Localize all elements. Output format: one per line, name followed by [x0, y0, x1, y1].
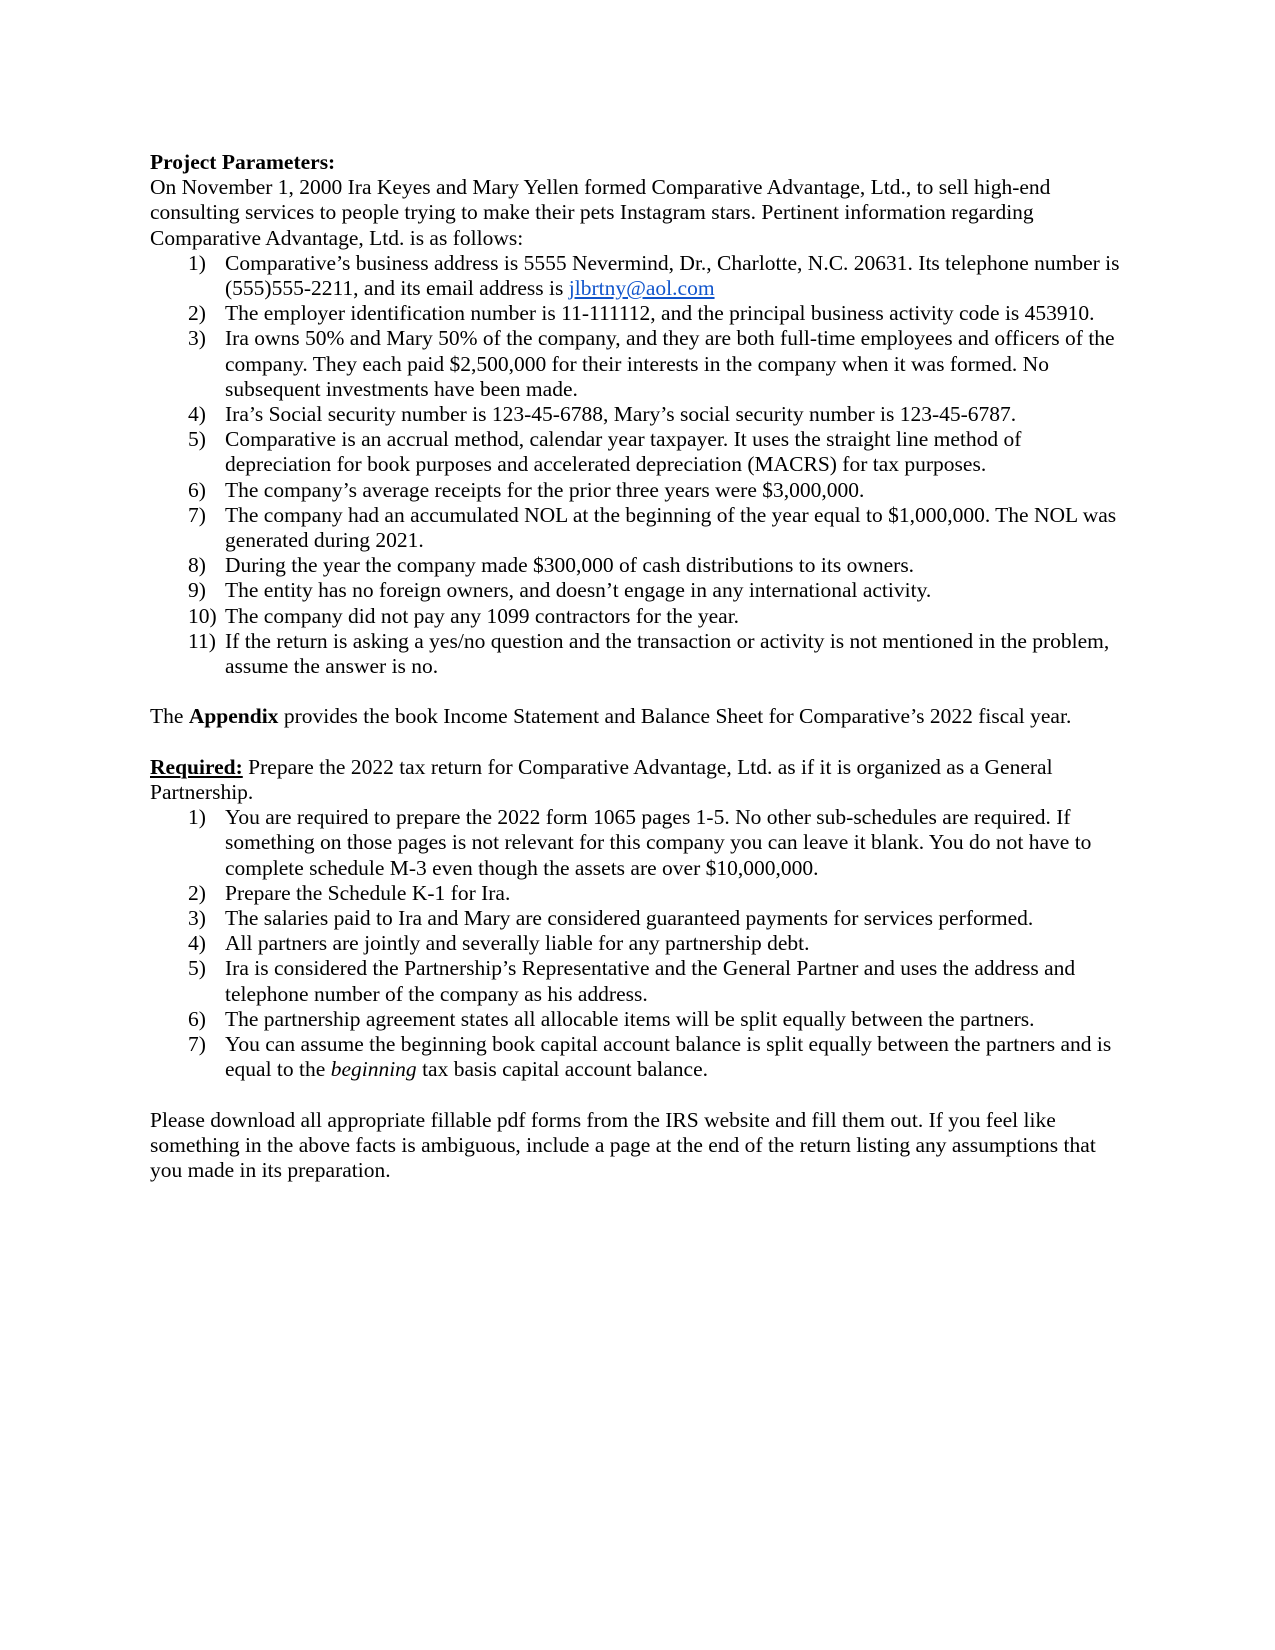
list-item-text: All partners are jointly and severally liable for any partnership debt. [225, 931, 810, 956]
list-item-number: 3) [188, 906, 206, 931]
list-item-text: During the year the company made $300,000 of cash distributions to its owners. [225, 553, 915, 578]
list-item-text: Ira owns 50% and Mary 50% of the company, and they are both full-time employees and officers of the company. They each paid $2,500,000 for their interests in the company when it was formed. No subsequent investments have been made. [225, 326, 1115, 401]
list-item-number: 4) [188, 931, 206, 956]
required-paragraph [150, 755, 1125, 805]
list-item-text: Prepare the Schedule K-1 for Ira. [225, 880, 511, 905]
list-item-number: 11) [188, 628, 216, 653]
spacer [150, 1082, 1125, 1107]
list-item-text: You can assume the beginning book capital account balance is split equally between the partners and is equal to the [225, 1032, 1112, 1082]
list-item-text: The employer identification number is 11-111112, and the principal business activity code is 453910. [225, 301, 1095, 326]
list-item-number: 6) [188, 477, 206, 502]
list-item-number: 1) [188, 250, 206, 275]
list-item [150, 427, 1125, 477]
list-item-number: 4) [188, 402, 206, 427]
list-item-number: 6) [188, 1006, 206, 1031]
list-item-number: 7) [188, 1032, 206, 1057]
list-item-number: 1) [188, 805, 206, 830]
list-item-text: Comparative is an accrual method, calendar year taxpayer. It uses the straight line method of depreciation for book purposes and accelerated depreciation (MACRS) for tax purposes. [225, 427, 1022, 477]
list-item-text: The entity has no foreign owners, and doesn’t engage in any international activity. [225, 578, 932, 603]
list-item-number: 7) [188, 502, 206, 527]
list-item-text: The company did not pay any 1099 contractors for the year. [225, 603, 740, 628]
appendix-text-before: The [150, 704, 189, 729]
required-label: Required: [150, 754, 243, 779]
list-item-number: 8) [188, 553, 206, 578]
list-item-number: 5) [188, 956, 206, 981]
appendix-text-after: provides the book Income Statement and Balance Sheet for Comparative’s 2022 fiscal year. [278, 704, 1072, 729]
list-item [150, 578, 1125, 603]
appendix-bold: Appendix [188, 704, 279, 729]
list-item-italic: beginning [330, 1057, 417, 1082]
required-intro: Prepare the 2022 tax return for Comparative Advantage, Ltd. as if it is organized as a General Partnership. [150, 754, 1053, 805]
list-item-number: 2) [188, 880, 206, 905]
list-item-number: 5) [188, 427, 206, 452]
list-item [150, 1032, 1125, 1082]
list-item-number: 9) [188, 578, 206, 603]
list-item-text: tax basis capital account balance. [416, 1057, 708, 1082]
list-item [150, 906, 1125, 931]
email-link[interactable]: jlbrtny@aol.com [568, 276, 715, 301]
list-item [150, 301, 1125, 326]
list-item [150, 503, 1125, 553]
list-item-text: Ira’s Social security number is 123-45-6788, Mary’s social security number is 123-45-6787. [225, 402, 1017, 427]
list-item [150, 1007, 1125, 1032]
list-item-text: The partnership agreement states all allocable items will be split equally between the partners. [225, 1006, 1035, 1031]
list-item-number: 2) [188, 301, 206, 326]
list-item-text: The salaries paid to Ira and Mary are considered guaranteed payments for services performed. [225, 906, 1034, 931]
parameters-heading: Project Parameters: [150, 150, 336, 174]
list-item-text: If the return is asking a yes/no question and the transaction or activity is not mentioned in the problem, assume the answer is no. [225, 628, 1110, 679]
list-item-number: 3) [188, 326, 206, 351]
closing-paragraph: Please download all appropriate fillable pdf forms from the IRS website and fill them out. If you feel like something in the above facts is ambiguous, include a page at the end of the return listing any assumptions that you made in its preparation. [150, 1107, 1096, 1183]
parameters-list [150, 251, 1125, 679]
list-item-text: You are required to prepare the 2022 form 1065 pages 1-5. No other sub-schedules are required. If something on those pages is not relevant for this company you can leave it blank. You do not have to complete schedule M-3 even though the assets are over $10,000,000. [225, 805, 1092, 880]
list-item [150, 326, 1125, 402]
list-item [150, 402, 1125, 427]
list-item [150, 881, 1125, 906]
list-item [150, 805, 1125, 881]
list-item [150, 604, 1125, 629]
list-item [150, 478, 1125, 503]
list-item [150, 251, 1125, 301]
required-list [150, 805, 1125, 1082]
list-item-number: 10) [188, 603, 217, 628]
spacer [150, 679, 1125, 704]
spacer [150, 730, 1125, 755]
list-item [150, 931, 1125, 956]
list-item [150, 956, 1125, 1006]
list-item-text: The company’s average receipts for the prior three years were $3,000,000. [225, 477, 865, 502]
appendix-paragraph [150, 704, 1125, 729]
list-item [150, 629, 1125, 679]
parameters-intro: On November 1, 2000 Ira Keyes and Mary Yellen formed Comparative Advantage, Ltd., to sell high-end consulting services to people trying to make their pets Instagram stars. Pertinent information regarding Comparative Advantage, Ltd. is as follows: [150, 175, 1051, 250]
list-item [150, 553, 1125, 578]
list-item-text: Comparative’s business address is 5555 Nevermind, Dr., Charlotte, N.C. 20631. Its telephone number is (555)555-2211, and its email address is [225, 250, 1120, 301]
list-item-text: The company had an accumulated NOL at the beginning of the year equal to $1,000,000. The NOL was generated during 2021. [225, 502, 1117, 553]
document-page [150, 150, 1125, 1183]
list-item-text: Ira is considered the Partnership’s Representative and the General Partner and uses the address and telephone number of the company as his address. [225, 956, 1076, 1006]
